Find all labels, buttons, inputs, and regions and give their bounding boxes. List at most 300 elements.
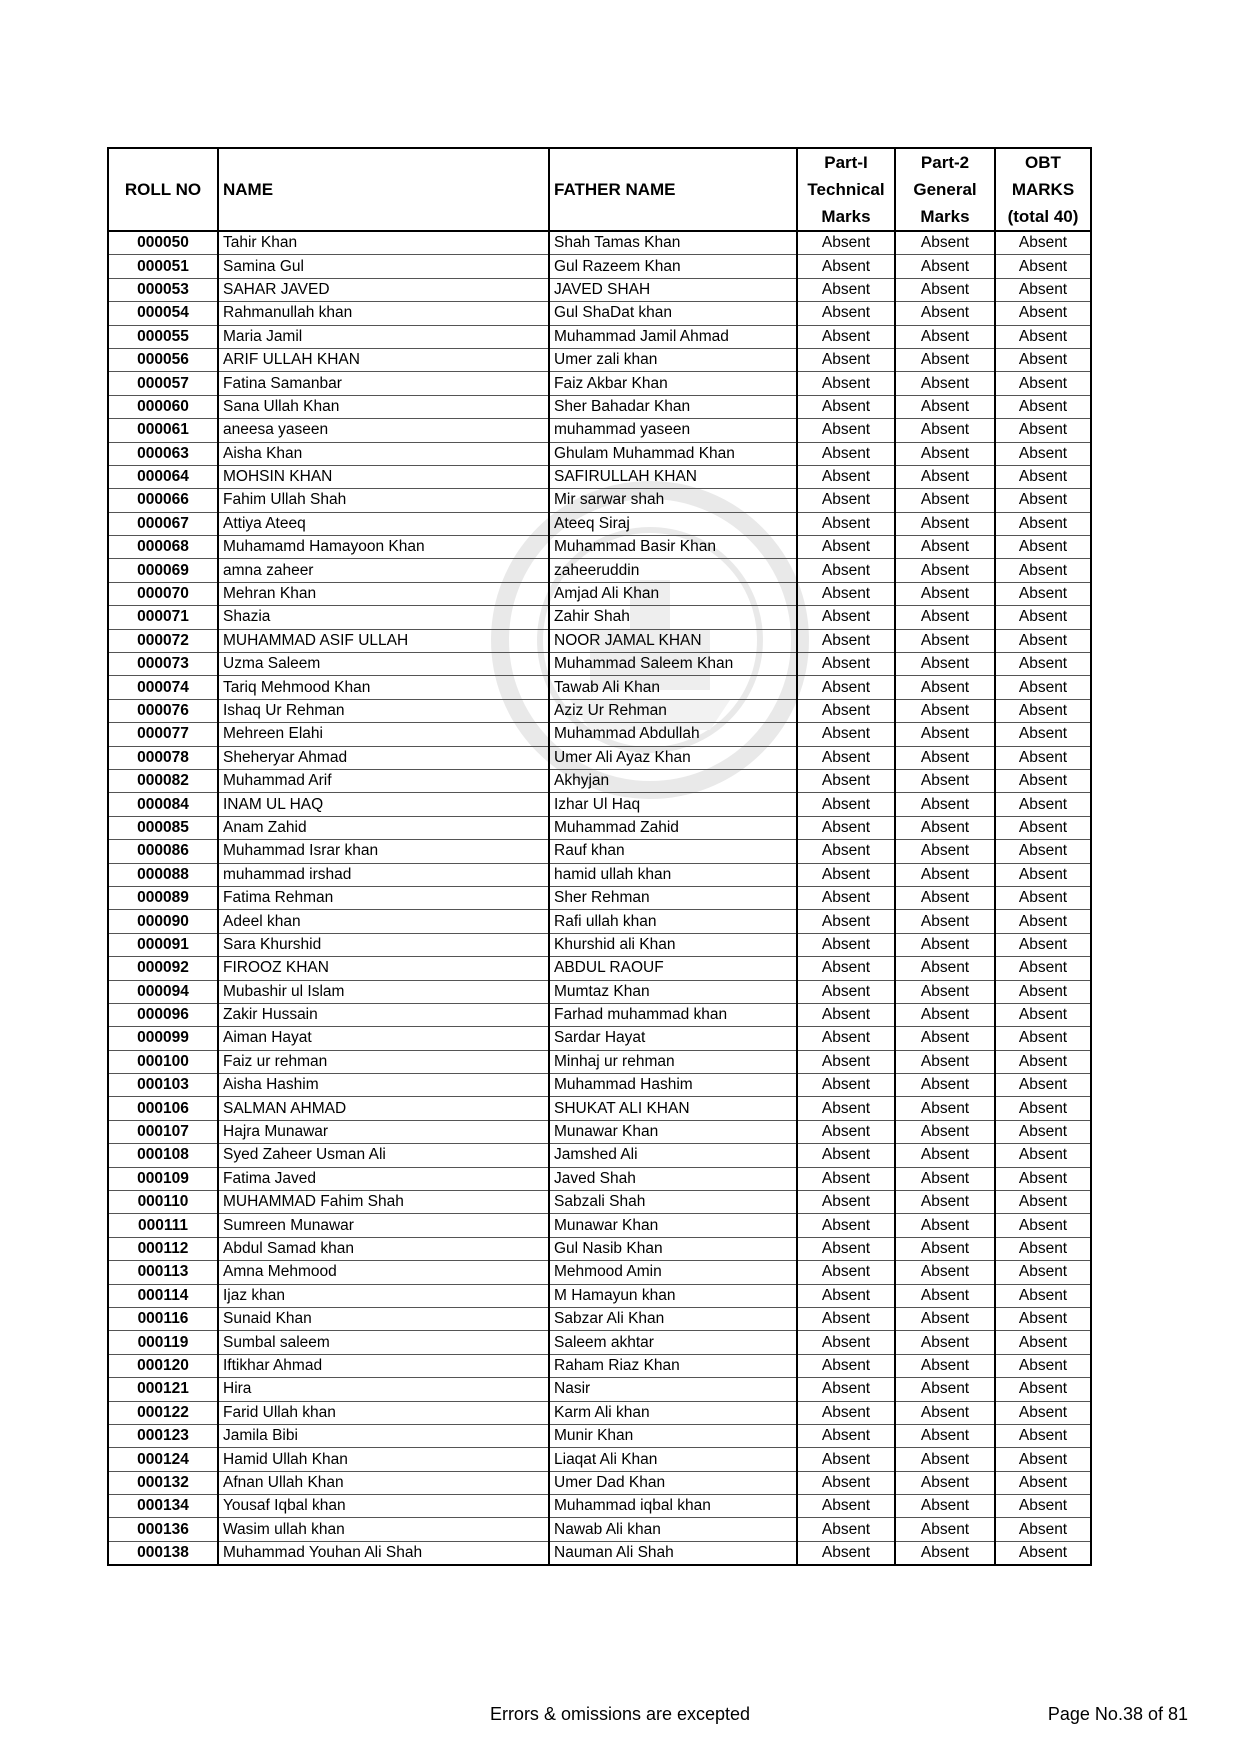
cell-part1-marks: Absent: [797, 278, 895, 301]
cell-part2-marks: Absent: [895, 957, 995, 980]
cell-obt-marks: Absent: [995, 746, 1091, 769]
cell-roll-no: 000078: [108, 746, 218, 769]
cell-name: Afnan Ullah Khan: [218, 1471, 549, 1494]
header-obt-line: MARKS: [1011, 180, 1075, 199]
cell-part1-marks: Absent: [797, 653, 895, 676]
header-obt-line: OBT: [1025, 153, 1061, 172]
table-row: [108, 231, 1091, 255]
table-row: [108, 1448, 1091, 1471]
cell-name: Maria Jamil: [218, 325, 549, 348]
cell-part1-marks: Absent: [797, 1074, 895, 1097]
header-part1: [797, 148, 895, 231]
cell-obt-marks: Absent: [995, 1003, 1091, 1026]
cell-roll-no: 000068: [108, 536, 218, 559]
cell-father-name: NOOR JAMAL KHAN: [549, 629, 797, 652]
cell-father-name: Gul ShaDat khan: [549, 302, 797, 325]
table-row: [108, 676, 1091, 699]
cell-father-name: Mumtaz Khan: [549, 980, 797, 1003]
cell-obt-marks: Absent: [995, 442, 1091, 465]
cell-part1-marks: Absent: [797, 863, 895, 886]
cell-obt-marks: Absent: [995, 676, 1091, 699]
cell-roll-no: 000074: [108, 676, 218, 699]
cell-roll-no: 000089: [108, 886, 218, 909]
cell-name: Uzma Saleem: [218, 653, 549, 676]
table-row: [108, 1074, 1091, 1097]
cell-roll-no: 000106: [108, 1097, 218, 1120]
cell-obt-marks: Absent: [995, 629, 1091, 652]
table-row: [108, 1237, 1091, 1260]
cell-name: SALMAN AHMAD: [218, 1097, 549, 1120]
cell-father-name: JAVED SHAH: [549, 278, 797, 301]
cell-name: Ijaz khan: [218, 1284, 549, 1307]
cell-part2-marks: Absent: [895, 419, 995, 442]
cell-part1-marks: Absent: [797, 793, 895, 816]
cell-part2-marks: Absent: [895, 1448, 995, 1471]
table-row: [108, 1424, 1091, 1447]
cell-name: FIROOZ KHAN: [218, 957, 549, 980]
cell-roll-no: 000067: [108, 512, 218, 535]
cell-name: aneesa yaseen: [218, 419, 549, 442]
cell-name: Samina Gul: [218, 255, 549, 278]
cell-roll-no: 000057: [108, 372, 218, 395]
cell-part2-marks: Absent: [895, 1003, 995, 1026]
cell-part1-marks: Absent: [797, 442, 895, 465]
cell-part1-marks: Absent: [797, 676, 895, 699]
cell-name: Fatima Javed: [218, 1167, 549, 1190]
cell-part2-marks: Absent: [895, 1027, 995, 1050]
cell-father-name: Rafi ullah khan: [549, 910, 797, 933]
cell-name: Sheheryar Ahmad: [218, 746, 549, 769]
cell-name: Sunaid Khan: [218, 1307, 549, 1330]
cell-name: muhammad irshad: [218, 863, 549, 886]
cell-roll-no: 000138: [108, 1541, 218, 1565]
table-row: [108, 933, 1091, 956]
header-name: NAME: [218, 148, 549, 231]
cell-father-name: Sardar Hayat: [549, 1027, 797, 1050]
cell-roll-no: 000086: [108, 840, 218, 863]
cell-roll-no: 000066: [108, 489, 218, 512]
cell-roll-no: 000073: [108, 653, 218, 676]
table-row: [108, 278, 1091, 301]
cell-part1-marks: Absent: [797, 1424, 895, 1447]
footer-note: Errors & omissions are excepted: [489, 1704, 751, 1724]
cell-obt-marks: Absent: [995, 1518, 1091, 1541]
table-row: [108, 886, 1091, 909]
cell-obt-marks: Absent: [995, 1097, 1091, 1120]
table-row: [108, 348, 1091, 371]
cell-father-name: Sabzali Shah: [549, 1191, 797, 1214]
cell-name: Shazia: [218, 606, 549, 629]
cell-obt-marks: Absent: [995, 769, 1091, 792]
cell-roll-no: 000092: [108, 957, 218, 980]
cell-roll-no: 000122: [108, 1401, 218, 1424]
table-row: [108, 1284, 1091, 1307]
cell-obt-marks: Absent: [995, 419, 1091, 442]
cell-part1-marks: Absent: [797, 910, 895, 933]
cell-part1-marks: Absent: [797, 419, 895, 442]
cell-father-name: Munawar Khan: [549, 1214, 797, 1237]
cell-part2-marks: Absent: [895, 255, 995, 278]
cell-name: Muhammad Israr khan: [218, 840, 549, 863]
cell-part1-marks: Absent: [797, 302, 895, 325]
table-row: [108, 1401, 1091, 1424]
cell-name: ARIF ULLAH KHAN: [218, 348, 549, 371]
cell-name: Iftikhar Ahmad: [218, 1354, 549, 1377]
cell-obt-marks: Absent: [995, 1401, 1091, 1424]
cell-father-name: Munawar Khan: [549, 1120, 797, 1143]
cell-father-name: Karm Ali khan: [549, 1401, 797, 1424]
cell-obt-marks: Absent: [995, 1261, 1091, 1284]
cell-obt-marks: Absent: [995, 723, 1091, 746]
cell-roll-no: 000119: [108, 1331, 218, 1354]
cell-part1-marks: Absent: [797, 325, 895, 348]
cell-part1-marks: Absent: [797, 512, 895, 535]
cell-roll-no: 000050: [108, 231, 218, 255]
cell-part2-marks: Absent: [895, 278, 995, 301]
table-row: [108, 793, 1091, 816]
cell-father-name: Gul Razeem Khan: [549, 255, 797, 278]
cell-father-name: Muhammad Saleem Khan: [549, 653, 797, 676]
cell-name: Hajra Munawar: [218, 1120, 549, 1143]
cell-obt-marks: Absent: [995, 255, 1091, 278]
cell-roll-no: 000121: [108, 1378, 218, 1401]
cell-obt-marks: Absent: [995, 231, 1091, 255]
cell-name: Wasim ullah khan: [218, 1518, 549, 1541]
cell-father-name: Mir sarwar shah: [549, 489, 797, 512]
cell-obt-marks: Absent: [995, 1424, 1091, 1447]
cell-part1-marks: Absent: [797, 980, 895, 1003]
cell-obt-marks: Absent: [995, 816, 1091, 839]
cell-part1-marks: Absent: [797, 1378, 895, 1401]
table-row: [108, 559, 1091, 582]
cell-part2-marks: Absent: [895, 1401, 995, 1424]
cell-obt-marks: Absent: [995, 886, 1091, 909]
cell-part1-marks: Absent: [797, 1191, 895, 1214]
table-row: [108, 840, 1091, 863]
cell-roll-no: 000109: [108, 1167, 218, 1190]
cell-father-name: Nauman Ali Shah: [549, 1541, 797, 1565]
cell-part1-marks: Absent: [797, 1354, 895, 1377]
cell-father-name: Sher Bahadar Khan: [549, 395, 797, 418]
table-row: [108, 512, 1091, 535]
header-part2-line: Marks: [920, 207, 970, 226]
cell-part2-marks: Absent: [895, 1237, 995, 1260]
cell-father-name: Saleem akhtar: [549, 1331, 797, 1354]
cell-roll-no: 000061: [108, 419, 218, 442]
cell-part2-marks: Absent: [895, 1050, 995, 1073]
cell-father-name: Aziz Ur Rehman: [549, 699, 797, 722]
cell-roll-no: 000110: [108, 1191, 218, 1214]
header-obt-marks: [995, 148, 1091, 231]
cell-name: Aiman Hayat: [218, 1027, 549, 1050]
cell-part1-marks: Absent: [797, 395, 895, 418]
cell-part2-marks: Absent: [895, 1144, 995, 1167]
cell-roll-no: 000107: [108, 1120, 218, 1143]
cell-obt-marks: Absent: [995, 1214, 1091, 1237]
header-part1-line: Marks: [821, 207, 871, 226]
cell-name: Mehreen Elahi: [218, 723, 549, 746]
cell-obt-marks: Absent: [995, 1237, 1091, 1260]
table-row: [108, 465, 1091, 488]
table-row: [108, 1307, 1091, 1330]
table-row: [108, 1541, 1091, 1565]
cell-part2-marks: Absent: [895, 816, 995, 839]
cell-obt-marks: Absent: [995, 1120, 1091, 1143]
cell-obt-marks: Absent: [995, 606, 1091, 629]
cell-part1-marks: Absent: [797, 1471, 895, 1494]
cell-name: Syed Zaheer Usman Ali: [218, 1144, 549, 1167]
cell-part1-marks: Absent: [797, 1237, 895, 1260]
table-row: [108, 489, 1091, 512]
table-body: [108, 231, 1091, 1565]
cell-part2-marks: Absent: [895, 933, 995, 956]
table-row: [108, 1144, 1091, 1167]
table-row: [108, 746, 1091, 769]
cell-part1-marks: Absent: [797, 1167, 895, 1190]
cell-name: Abdul Samad khan: [218, 1237, 549, 1260]
cell-part2-marks: Absent: [895, 1354, 995, 1377]
cell-father-name: Raham Riaz Khan: [549, 1354, 797, 1377]
cell-obt-marks: Absent: [995, 1331, 1091, 1354]
cell-father-name: Izhar Ul Haq: [549, 793, 797, 816]
cell-part2-marks: Absent: [895, 1378, 995, 1401]
cell-part2-marks: Absent: [895, 325, 995, 348]
cell-father-name: Gul Nasib Khan: [549, 1237, 797, 1260]
cell-part1-marks: Absent: [797, 1284, 895, 1307]
cell-roll-no: 000123: [108, 1424, 218, 1447]
cell-name: Zakir Hussain: [218, 1003, 549, 1026]
cell-father-name: Mehmood Amin: [549, 1261, 797, 1284]
cell-name: Muhammad Youhan Ali Shah: [218, 1541, 549, 1565]
cell-obt-marks: Absent: [995, 980, 1091, 1003]
cell-part2-marks: Absent: [895, 746, 995, 769]
cell-part2-marks: Absent: [895, 606, 995, 629]
table-row: [108, 536, 1091, 559]
cell-roll-no: 000090: [108, 910, 218, 933]
cell-part2-marks: Absent: [895, 840, 995, 863]
cell-part2-marks: Absent: [895, 559, 995, 582]
cell-part2-marks: Absent: [895, 1214, 995, 1237]
table-row: [108, 1050, 1091, 1073]
cell-part2-marks: Absent: [895, 793, 995, 816]
cell-part2-marks: Absent: [895, 1167, 995, 1190]
cell-name: Hira: [218, 1378, 549, 1401]
cell-name: Adeel khan: [218, 910, 549, 933]
table-row: [108, 302, 1091, 325]
cell-father-name: Akhyjan: [549, 769, 797, 792]
cell-father-name: Shah Tamas Khan: [549, 231, 797, 255]
header-part1-line: Technical: [807, 180, 885, 199]
table-row: [108, 1471, 1091, 1494]
cell-obt-marks: Absent: [995, 793, 1091, 816]
cell-part1-marks: Absent: [797, 536, 895, 559]
table-row: [108, 980, 1091, 1003]
cell-father-name: Umer zali khan: [549, 348, 797, 371]
cell-obt-marks: Absent: [995, 653, 1091, 676]
cell-roll-no: 000064: [108, 465, 218, 488]
cell-obt-marks: Absent: [995, 278, 1091, 301]
table-row: [108, 723, 1091, 746]
cell-part2-marks: Absent: [895, 1097, 995, 1120]
cell-father-name: Umer Dad Khan: [549, 1471, 797, 1494]
table-row: [108, 653, 1091, 676]
cell-part1-marks: Absent: [797, 231, 895, 255]
cell-part1-marks: Absent: [797, 699, 895, 722]
header-part2-line: Part-2: [920, 153, 970, 172]
cell-name: Anam Zahid: [218, 816, 549, 839]
cell-name: Yousaf Iqbal khan: [218, 1495, 549, 1518]
table-row: [108, 1027, 1091, 1050]
table-row: [108, 957, 1091, 980]
cell-part1-marks: Absent: [797, 1541, 895, 1565]
table-row: [108, 1261, 1091, 1284]
table-row: [108, 1097, 1091, 1120]
cell-father-name: Munir Khan: [549, 1424, 797, 1447]
cell-obt-marks: Absent: [995, 1167, 1091, 1190]
cell-roll-no: 000077: [108, 723, 218, 746]
cell-part1-marks: Absent: [797, 1331, 895, 1354]
cell-name: Muhammad Arif: [218, 769, 549, 792]
cell-name: MOHSIN KHAN: [218, 465, 549, 488]
cell-roll-no: 000060: [108, 395, 218, 418]
cell-name: Sara Khurshid: [218, 933, 549, 956]
cell-father-name: Ghulam Muhammad Khan: [549, 442, 797, 465]
header-part2-line: General: [913, 180, 977, 199]
cell-roll-no: 000132: [108, 1471, 218, 1494]
cell-father-name: Liaqat Ali Khan: [549, 1448, 797, 1471]
cell-part2-marks: Absent: [895, 723, 995, 746]
cell-roll-no: 000063: [108, 442, 218, 465]
cell-part2-marks: Absent: [895, 653, 995, 676]
cell-name: Sumreen Munawar: [218, 1214, 549, 1237]
cell-name: amna zaheer: [218, 559, 549, 582]
cell-name: INAM UL HAQ: [218, 793, 549, 816]
cell-part1-marks: Absent: [797, 372, 895, 395]
cell-obt-marks: Absent: [995, 1541, 1091, 1565]
table-row: [108, 325, 1091, 348]
cell-part1-marks: Absent: [797, 1027, 895, 1050]
table-row: [108, 1214, 1091, 1237]
cell-part1-marks: Absent: [797, 1307, 895, 1330]
cell-father-name: ABDUL RAOUF: [549, 957, 797, 980]
cell-part2-marks: Absent: [895, 1261, 995, 1284]
cell-obt-marks: Absent: [995, 1307, 1091, 1330]
cell-name: Fatina Samanbar: [218, 372, 549, 395]
cell-father-name: muhammad yaseen: [549, 419, 797, 442]
cell-roll-no: 000120: [108, 1354, 218, 1377]
cell-father-name: Farhad muhammad khan: [549, 1003, 797, 1026]
table-row: [108, 582, 1091, 605]
cell-roll-no: 000096: [108, 1003, 218, 1026]
cell-roll-no: 000055: [108, 325, 218, 348]
cell-part2-marks: Absent: [895, 1495, 995, 1518]
cell-father-name: M Hamayun khan: [549, 1284, 797, 1307]
cell-father-name: Zahir Shah: [549, 606, 797, 629]
cell-part1-marks: Absent: [797, 1144, 895, 1167]
cell-obt-marks: Absent: [995, 536, 1091, 559]
cell-part2-marks: Absent: [895, 886, 995, 909]
cell-roll-no: 000094: [108, 980, 218, 1003]
header-part1-line: Part-I: [824, 153, 868, 172]
cell-part1-marks: Absent: [797, 606, 895, 629]
cell-name: Hamid Ullah Khan: [218, 1448, 549, 1471]
cell-name: Ishaq Ur Rehman: [218, 699, 549, 722]
cell-part1-marks: Absent: [797, 1214, 895, 1237]
cell-father-name: Muhammad Zahid: [549, 816, 797, 839]
table-row: [108, 606, 1091, 629]
table-row: [108, 910, 1091, 933]
cell-roll-no: 000112: [108, 1237, 218, 1260]
table-row: [108, 629, 1091, 652]
cell-part1-marks: Absent: [797, 1050, 895, 1073]
cell-father-name: Faiz Akbar Khan: [549, 372, 797, 395]
cell-roll-no: 000136: [108, 1518, 218, 1541]
cell-obt-marks: Absent: [995, 1378, 1091, 1401]
cell-part2-marks: Absent: [895, 536, 995, 559]
cell-part2-marks: Absent: [895, 1191, 995, 1214]
cell-name: Mehran Khan: [218, 582, 549, 605]
cell-name: Faiz ur rehman: [218, 1050, 549, 1073]
cell-part1-marks: Absent: [797, 1261, 895, 1284]
table-row: [108, 769, 1091, 792]
cell-roll-no: 000113: [108, 1261, 218, 1284]
page-number: Page No.38 of 81: [1047, 1704, 1188, 1724]
cell-roll-no: 000071: [108, 606, 218, 629]
cell-father-name: Rauf khan: [549, 840, 797, 863]
cell-part2-marks: Absent: [895, 1307, 995, 1330]
header-roll-no: ROLL NO: [108, 148, 218, 231]
cell-obt-marks: Absent: [995, 348, 1091, 371]
cell-obt-marks: Absent: [995, 863, 1091, 886]
cell-father-name: Nawab Ali khan: [549, 1518, 797, 1541]
cell-roll-no: 000072: [108, 629, 218, 652]
cell-father-name: Amjad Ali Khan: [549, 582, 797, 605]
cell-part1-marks: Absent: [797, 1003, 895, 1026]
cell-part2-marks: Absent: [895, 769, 995, 792]
cell-part1-marks: Absent: [797, 1120, 895, 1143]
cell-name: MUHAMMAD ASIF ULLAH: [218, 629, 549, 652]
cell-part1-marks: Absent: [797, 933, 895, 956]
table-header-row: [108, 148, 1091, 231]
cell-roll-no: 000053: [108, 278, 218, 301]
cell-obt-marks: Absent: [995, 1448, 1091, 1471]
table-row: [108, 1518, 1091, 1541]
cell-part1-marks: Absent: [797, 629, 895, 652]
cell-part2-marks: Absent: [895, 442, 995, 465]
table-row: [108, 419, 1091, 442]
cell-roll-no: 000082: [108, 769, 218, 792]
cell-part2-marks: Absent: [895, 910, 995, 933]
cell-name: Tahir Khan: [218, 231, 549, 255]
cell-obt-marks: Absent: [995, 1354, 1091, 1377]
cell-part2-marks: Absent: [895, 1541, 995, 1565]
cell-part1-marks: Absent: [797, 489, 895, 512]
cell-obt-marks: Absent: [995, 372, 1091, 395]
cell-obt-marks: Absent: [995, 1027, 1091, 1050]
cell-part2-marks: Absent: [895, 863, 995, 886]
cell-father-name: zaheeruddin: [549, 559, 797, 582]
header-obt-line: (total 40): [1007, 207, 1079, 226]
cell-father-name: Sabzar Ali Khan: [549, 1307, 797, 1330]
cell-name: MUHAMMAD Fahim Shah: [218, 1191, 549, 1214]
cell-obt-marks: Absent: [995, 559, 1091, 582]
cell-roll-no: 000076: [108, 699, 218, 722]
cell-father-name: Sher Rehman: [549, 886, 797, 909]
cell-roll-no: 000051: [108, 255, 218, 278]
cell-roll-no: 000108: [108, 1144, 218, 1167]
cell-obt-marks: Absent: [995, 933, 1091, 956]
cell-part2-marks: Absent: [895, 348, 995, 371]
